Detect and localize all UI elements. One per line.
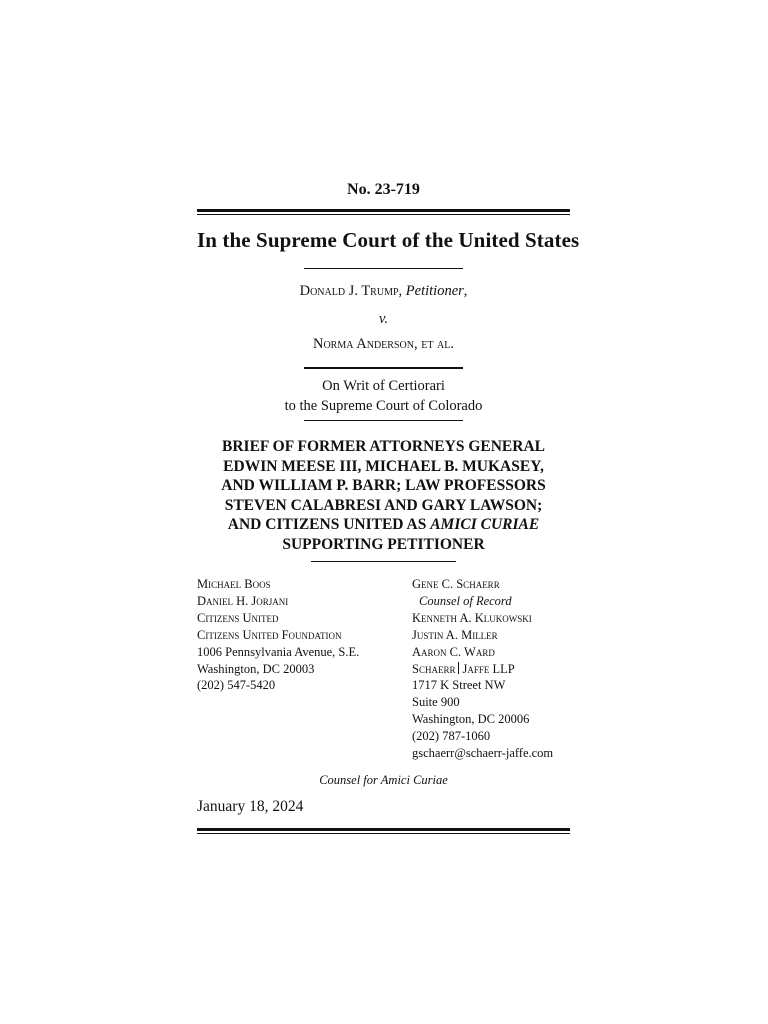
counsel-name: Justin A. Miller: [412, 627, 498, 642]
firm-divider: [458, 662, 459, 674]
petitioner-name: Donald J. Trump: [299, 283, 399, 299]
firm-suffix: LLP: [492, 661, 515, 676]
docket-number: No. 23-719: [347, 181, 420, 198]
counsel-for-amici: Counsel for Amici Curiae: [319, 773, 448, 787]
counsel-of-record: Counsel of Record: [419, 593, 512, 608]
writ-line-1: On Writ of Certiorari: [322, 378, 445, 394]
counsel-phone: (202) 787-1060: [412, 729, 491, 744]
counsel-org: Citizens United Foundation: [197, 627, 342, 642]
counsel-left-column: [197, 576, 359, 694]
counsel-firm: [412, 661, 553, 678]
counsel-address: Washington, DC 20006: [412, 712, 530, 727]
petitioner-role: Petitioner: [405, 283, 464, 299]
brief-cover: [197, 0, 580, 1024]
brief-title-amici: AMICI CURIAE: [430, 516, 540, 533]
respondent-line: Norma Anderson, et al.: [312, 336, 455, 352]
rule-divider-2: [304, 367, 463, 369]
writ-text: [197, 376, 570, 416]
respondent-suffix: et al.: [421, 336, 455, 352]
top-double-rule: [197, 209, 570, 215]
counsel-address: 1717 K Street NW: [412, 678, 506, 693]
counsel-address: 1006 Pennsylvania Avenue, S.E.: [197, 644, 360, 659]
brief-title-line-5: [197, 515, 570, 535]
counsel-address: Washington, DC 20003: [197, 661, 315, 676]
writ-line-2: to the Supreme Court of Colorado: [284, 398, 483, 414]
brief-title-line-3: AND WILLIAM P. BARR; LAW PROFESSORS: [221, 477, 546, 494]
counsel-name: Aaron C. Ward: [412, 644, 495, 659]
counsel-right-column: [412, 576, 553, 762]
bottom-double-rule: [197, 828, 570, 834]
counsel-name: Kenneth A. Klukowski: [412, 610, 532, 625]
counsel-phone: (202) 547-5420: [197, 678, 276, 693]
counsel-name: Gene C. Schaerr: [412, 577, 500, 591]
brief-title-line-4: STEVEN CALABRESI AND GARY LAWSON;: [224, 496, 543, 514]
brief-title-line-5-prefix: AND CITIZENS UNITED AS: [227, 516, 427, 533]
versus: v.: [379, 311, 388, 327]
firm-name-b: Jaffe: [462, 661, 490, 676]
brief-title: [197, 437, 570, 554]
counsel-org: Citizens United: [197, 610, 279, 625]
counsel-name: Daniel H. Jorjani: [197, 593, 289, 608]
rule-divider-4: [311, 561, 456, 562]
rule-divider-3: [304, 420, 463, 421]
rule-divider-1: [304, 268, 463, 269]
counsel-address: Suite 900: [412, 695, 460, 710]
brief-title-line-2: EDWIN MEESE III, MICHAEL B. MUKASEY,: [223, 457, 544, 475]
respondent-name: Norma Anderson: [312, 336, 414, 352]
brief-title-line-1: BRIEF OF FORMER ATTORNEYS GENERAL: [222, 438, 545, 455]
filing-date: January 18, 2024: [197, 798, 304, 815]
brief-title-line-6: SUPPORTING PETITIONER: [282, 535, 485, 553]
petitioner-line: Donald J. Trump, Petitioner,: [299, 283, 468, 299]
firm-name-a: Schaerr: [412, 661, 456, 676]
counsel-name: Michael Boos: [197, 577, 271, 591]
court-title: In the Supreme Court of the United States: [197, 228, 580, 252]
counsel-email: gschaerr@schaerr-jaffe.com: [412, 746, 554, 761]
